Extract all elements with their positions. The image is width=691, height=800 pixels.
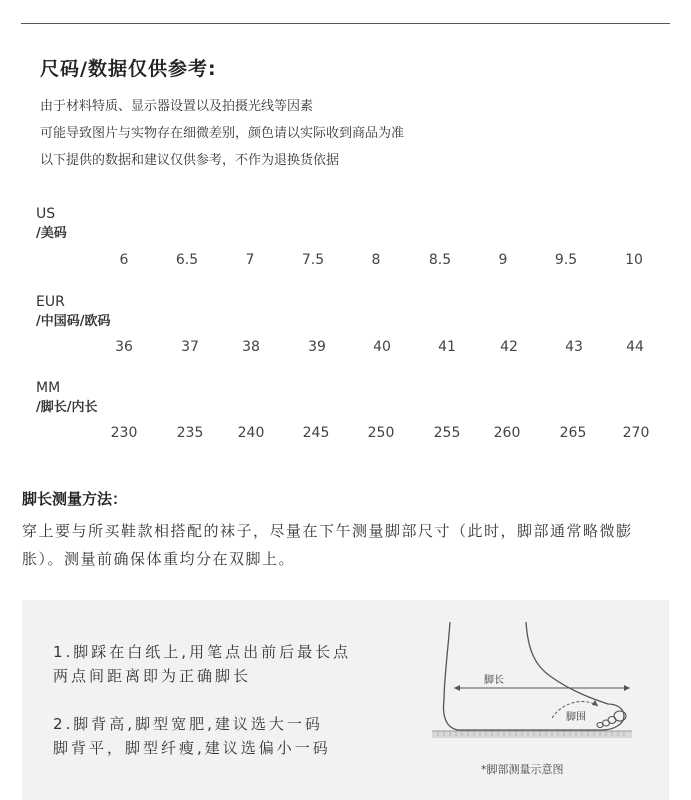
size-value: 42 <box>500 339 518 355</box>
size-values-us <box>36 252 666 272</box>
size-value: 265 <box>559 425 587 441</box>
size-sublabel-us: /美码 <box>36 226 67 241</box>
page-title: 尺码/数据仅供参考: <box>40 58 217 80</box>
size-value: 36 <box>115 339 133 355</box>
size-group-mm <box>36 378 666 441</box>
guide-step1-line2: 两点间距离即为正确脚长 <box>53 667 252 685</box>
guide-step2-line2: 脚背平，脚型纤瘦,建议选偏小一码 <box>53 739 331 757</box>
size-value: 9 <box>498 252 508 268</box>
size-value: 230 <box>110 425 138 441</box>
size-value: 37 <box>181 339 199 355</box>
size-value: 7 <box>245 252 255 268</box>
measure-guide-panel <box>22 600 669 800</box>
size-value: 240 <box>237 425 265 441</box>
guide-step1-line1: 1.脚踩在白纸上,用笔点出前后最长点 <box>53 643 352 661</box>
size-label-eur: EUR <box>36 294 65 310</box>
size-group-us <box>36 204 666 268</box>
size-value: 6.5 <box>175 252 199 268</box>
disclaimer <box>40 93 404 174</box>
top-divider <box>21 23 670 24</box>
arrow-head-left <box>454 685 460 691</box>
size-values-eur <box>36 339 666 359</box>
size-group-eur <box>36 292 666 355</box>
size-value: 9.5 <box>554 252 578 268</box>
size-values-mm <box>36 425 666 445</box>
size-value: 255 <box>433 425 461 441</box>
size-value: 10 <box>625 252 643 268</box>
size-value: 41 <box>438 339 456 355</box>
size-value: 7.5 <box>301 252 325 268</box>
measure-method-title: 脚长测量方法： <box>22 490 128 508</box>
size-sublabel-eur: /中国码/欧码 <box>36 314 111 329</box>
size-value: 38 <box>242 339 260 355</box>
size-value: 250 <box>367 425 395 441</box>
size-value: 8 <box>371 252 381 268</box>
size-label-us: US <box>36 206 56 222</box>
foot-measurement-diagram <box>432 620 642 752</box>
size-sublabel-mm: /脚长/内长 <box>36 400 98 415</box>
diagram-caption: *脚部测量示意图 <box>481 763 564 776</box>
size-value: 270 <box>622 425 650 441</box>
girth-label: 脚围 <box>566 712 586 723</box>
size-value: 260 <box>493 425 521 441</box>
size-value: 235 <box>176 425 204 441</box>
size-value: 8.5 <box>428 252 452 268</box>
toes <box>597 711 626 728</box>
size-label-mm: MM <box>36 380 61 396</box>
disclaimer-line: 由于材料特质、显示器设置以及拍摄光线等因素 <box>40 99 314 114</box>
length-label: 脚长 <box>484 675 504 686</box>
guide-step2-line1: 2.脚背高,脚型宽肥,建议选大一码 <box>53 715 323 733</box>
foot-outline <box>444 622 624 730</box>
measure-method-text: 穿上要与所买鞋款相搭配的袜子，尽量在下午测量脚部尺寸（此时，脚部通常略微膨胀）。测量前确保体重均分在双脚上。 <box>22 522 633 568</box>
size-value: 6 <box>119 252 129 268</box>
size-value: 40 <box>373 339 391 355</box>
size-value: 39 <box>308 339 326 355</box>
size-value: 245 <box>302 425 330 441</box>
disclaimer-line: 以下提供的数据和建议仅供参考，不作为退换货依据 <box>40 153 340 168</box>
size-value: 44 <box>626 339 644 355</box>
arrow-head-right <box>624 685 630 691</box>
size-value: 43 <box>565 339 583 355</box>
disclaimer-line: 可能导致图片与实物存在细微差别，颜色请以实际收到商品为准 <box>40 126 405 141</box>
